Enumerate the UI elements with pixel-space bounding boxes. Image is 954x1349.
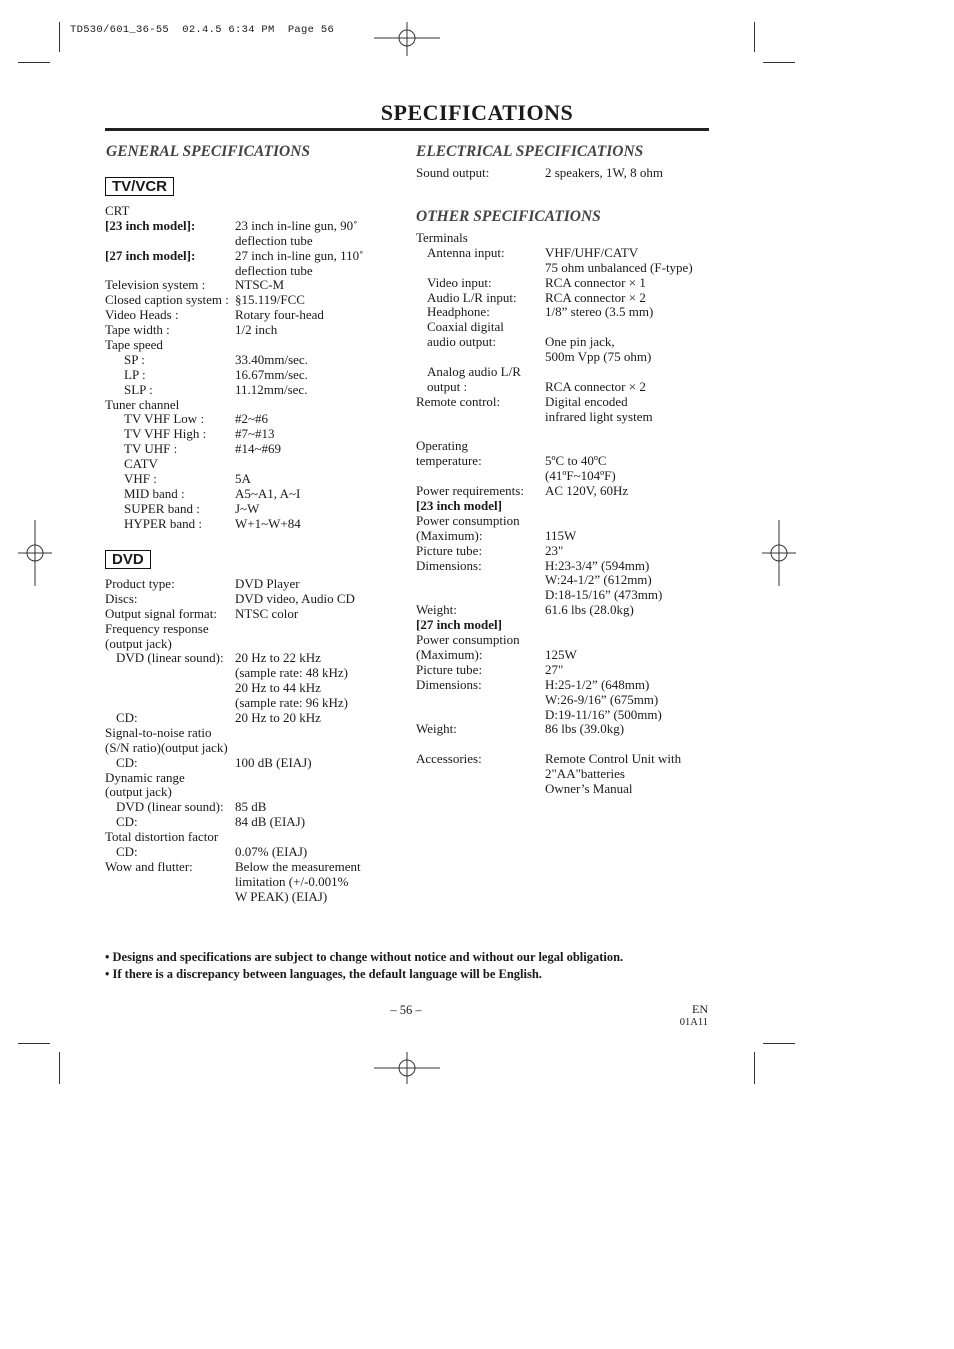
spec-label: CRT bbox=[105, 203, 130, 218]
spec-label: Tape speed bbox=[105, 337, 163, 353]
spec-row bbox=[105, 457, 395, 472]
spec-row bbox=[416, 737, 710, 752]
spec-row bbox=[416, 648, 710, 663]
spec-value: 2 speakers, 1W, 8 ohm bbox=[545, 165, 663, 180]
spec-row bbox=[416, 603, 710, 618]
spec-label: (S/N ratio)(output jack) bbox=[105, 739, 228, 755]
registration-mark-bottom bbox=[374, 1052, 440, 1084]
spec-row bbox=[105, 353, 395, 368]
spec-value: 86 lbs (39.0kg) bbox=[545, 721, 625, 737]
spec-label: Video Heads : bbox=[105, 307, 179, 323]
spec-label: output : bbox=[427, 378, 468, 394]
spec-value: RCA connector × 2 bbox=[545, 378, 646, 394]
spec-row bbox=[416, 678, 710, 693]
spec-label: Signal-to-noise ratio bbox=[105, 724, 212, 740]
spec-value: One pin jack, bbox=[545, 334, 615, 350]
spec-row bbox=[105, 412, 395, 427]
other-spec-list bbox=[416, 231, 710, 797]
spec-label: Dynamic range bbox=[105, 769, 185, 785]
spec-label: CD: bbox=[116, 754, 138, 770]
spec-value: NTSC color bbox=[235, 605, 299, 621]
spec-label: Tuner channel bbox=[105, 396, 180, 412]
spec-label: Sound output: bbox=[416, 165, 490, 180]
spec-value: Remote Control Unit with bbox=[545, 751, 682, 767]
registration-mark-right bbox=[762, 520, 796, 586]
other-specs-heading: OTHER SPECIFICATIONS bbox=[416, 208, 601, 225]
spec-value: H:25-1/2” (648mm) bbox=[545, 676, 650, 692]
spec-label: Headphone: bbox=[427, 304, 490, 320]
spec-label: Operating bbox=[416, 438, 468, 454]
spec-row bbox=[105, 875, 395, 890]
spec-row bbox=[416, 350, 710, 365]
spec-label: HYPER band : bbox=[124, 515, 202, 531]
spec-row bbox=[416, 618, 710, 633]
spec-row bbox=[416, 261, 710, 276]
spec-label: MID band : bbox=[124, 485, 185, 501]
spec-label: Output signal format: bbox=[105, 605, 217, 621]
spec-label: CD: bbox=[116, 814, 138, 830]
spec-value: (sample rate: 48 kHz) bbox=[235, 665, 348, 681]
spec-label: Tape width : bbox=[105, 322, 170, 338]
spec-value: 16.67mm/sec. bbox=[235, 366, 308, 382]
spec-row bbox=[105, 323, 395, 338]
spec-row bbox=[105, 204, 395, 219]
spec-row bbox=[105, 427, 395, 442]
spec-label: TV UHF : bbox=[124, 441, 178, 457]
spec-row bbox=[416, 484, 710, 499]
notes bbox=[105, 949, 623, 983]
spec-value: Owner’s Manual bbox=[545, 780, 633, 796]
spec-label: Power requirements: bbox=[416, 483, 524, 499]
spec-label: [27 inch model]: bbox=[105, 247, 196, 263]
spec-row bbox=[416, 246, 710, 261]
spec-value: DVD video, Audio CD bbox=[235, 590, 355, 606]
spec-value: §15.119/FCC bbox=[235, 292, 305, 308]
spec-row bbox=[105, 651, 395, 666]
spec-row bbox=[105, 293, 395, 308]
language-code: EN bbox=[692, 1002, 708, 1016]
spec-row bbox=[416, 633, 710, 648]
spec-value: NTSC-M bbox=[235, 277, 285, 293]
spec-value: 1/2 inch bbox=[235, 322, 278, 338]
spec-value: limitation (+/-0.001% bbox=[235, 873, 349, 889]
spec-row bbox=[105, 681, 395, 696]
spec-label: temperature: bbox=[416, 453, 482, 469]
spec-row bbox=[105, 308, 395, 323]
spec-label: Weight: bbox=[416, 721, 457, 737]
spec-value: 27" bbox=[545, 661, 564, 677]
spec-row bbox=[416, 320, 710, 335]
spec-value: H:23-3/4” (594mm) bbox=[545, 557, 650, 573]
spec-label: Picture tube: bbox=[416, 542, 483, 558]
spec-label: Dimensions: bbox=[416, 676, 482, 692]
spec-row bbox=[105, 219, 395, 234]
note-language: • If there is a discrepancy between languages, the default language will be English. bbox=[105, 967, 542, 981]
spec-label: Coaxial digital bbox=[427, 319, 504, 335]
spec-row bbox=[416, 499, 710, 514]
tvvcr-spec-list bbox=[105, 204, 395, 532]
spec-row bbox=[416, 365, 710, 380]
spec-label: (Maximum): bbox=[416, 646, 483, 662]
spec-row bbox=[416, 291, 710, 306]
spec-label: Closed caption system : bbox=[105, 292, 229, 308]
spec-value: 2"AA"batteries bbox=[545, 766, 625, 782]
spec-row bbox=[105, 741, 395, 756]
dvd-badge: DVD bbox=[105, 550, 151, 569]
spec-value: W PEAK) (EIAJ) bbox=[235, 888, 328, 904]
spec-row bbox=[105, 830, 395, 845]
registration-mark-top bbox=[374, 22, 440, 56]
spec-row bbox=[105, 264, 395, 279]
spec-label: Picture tube: bbox=[416, 661, 483, 677]
spec-value: W:24-1/2” (612mm) bbox=[545, 572, 652, 588]
spec-value: 5ºC to 40ºC bbox=[545, 453, 607, 469]
spec-value: 75 ohm unbalanced (F-type) bbox=[545, 259, 693, 275]
spec-value: 115W bbox=[545, 527, 577, 543]
spec-value: 84 dB (EIAJ) bbox=[235, 814, 306, 830]
spec-row bbox=[105, 756, 395, 771]
spec-value: RCA connector × 2 bbox=[545, 289, 646, 305]
spec-value: #7~#13 bbox=[235, 426, 275, 442]
spec-label: (output jack) bbox=[105, 784, 172, 800]
spec-label: [27 inch model] bbox=[416, 617, 502, 633]
spec-row bbox=[105, 696, 395, 711]
spec-label: Analog audio L/R bbox=[427, 364, 521, 380]
spec-value: 23" bbox=[545, 542, 564, 558]
spec-label: SUPER band : bbox=[124, 500, 200, 516]
spec-value: infrared light system bbox=[545, 408, 653, 424]
tvvcr-badge: TV/VCR bbox=[105, 177, 174, 196]
spec-row bbox=[105, 472, 395, 487]
spec-row bbox=[105, 442, 395, 457]
spec-label: Power consumption bbox=[416, 632, 520, 648]
spec-label: Power consumption bbox=[416, 512, 520, 528]
general-specs-heading: GENERAL SPECIFICATIONS bbox=[106, 143, 311, 160]
spec-label: Frequency response bbox=[105, 620, 209, 636]
spec-row bbox=[105, 278, 395, 293]
spec-row bbox=[416, 767, 710, 782]
dvd-spec-list bbox=[105, 577, 395, 905]
spec-value: A5~A1, A~I bbox=[235, 485, 301, 501]
spec-value: 11.12mm/sec. bbox=[235, 381, 308, 397]
spec-row bbox=[416, 425, 710, 440]
spec-value: (41ºF~104ºF) bbox=[545, 468, 616, 484]
spec-value: AC 120V, 60Hz bbox=[545, 483, 629, 499]
spec-row bbox=[416, 529, 710, 544]
spec-row bbox=[416, 305, 710, 320]
spec-value: deflection tube bbox=[235, 232, 313, 248]
spec-value: 85 dB bbox=[235, 799, 267, 815]
spec-label: SP : bbox=[124, 351, 145, 367]
spec-value: 20 Hz to 44 kHz bbox=[235, 680, 321, 696]
spec-row bbox=[416, 380, 710, 395]
spec-value: D:19-11/16” (500mm) bbox=[545, 706, 662, 722]
electrical-specs-heading: ELECTRICAL SPECIFICATIONS bbox=[416, 143, 644, 160]
spec-label: audio output: bbox=[427, 334, 496, 350]
footer-codes bbox=[660, 1003, 708, 1029]
spec-label: Product type: bbox=[105, 576, 175, 591]
spec-row bbox=[105, 338, 395, 353]
spec-row bbox=[416, 752, 710, 767]
spec-row bbox=[105, 592, 395, 607]
spec-label: VHF : bbox=[124, 471, 157, 487]
spec-row bbox=[105, 383, 395, 398]
spec-label: Total distortion factor bbox=[105, 829, 219, 845]
spec-row bbox=[416, 439, 710, 454]
spec-label: [23 inch model] bbox=[416, 498, 502, 514]
spec-label: TV VHF High : bbox=[124, 426, 207, 442]
printer-header: TD530/601_36-55 02.4.5 6:34 PM Page 56 bbox=[70, 24, 335, 36]
spec-row bbox=[105, 577, 395, 592]
spec-row bbox=[105, 800, 395, 815]
spec-row bbox=[416, 782, 710, 797]
spec-value: Rotary four-head bbox=[235, 307, 324, 323]
spec-value: 100 dB (EIAJ) bbox=[235, 754, 312, 770]
spec-row bbox=[105, 771, 395, 786]
spec-value: 1/8” stereo (3.5 mm) bbox=[545, 304, 654, 320]
spec-row bbox=[416, 335, 710, 350]
spec-label: DVD (linear sound): bbox=[116, 799, 224, 815]
registration-mark-left bbox=[18, 520, 52, 586]
spec-row bbox=[416, 514, 710, 529]
spec-row bbox=[416, 559, 710, 574]
spec-label: Antenna input: bbox=[427, 244, 505, 260]
spec-value: 61.6 lbs (28.0kg) bbox=[545, 602, 634, 618]
spec-value: 500m Vpp (75 ohm) bbox=[545, 349, 652, 365]
spec-row bbox=[105, 517, 395, 532]
spec-value: (sample rate: 96 kHz) bbox=[235, 695, 348, 711]
spec-label: LP : bbox=[124, 366, 146, 382]
spec-value: 27 inch in-line gun, 110˚ bbox=[235, 247, 364, 263]
spec-label: Accessories: bbox=[416, 751, 482, 767]
spec-label: Television system : bbox=[105, 277, 206, 293]
spec-label: Remote control: bbox=[416, 393, 501, 409]
spec-value: 20 Hz to 22 kHz bbox=[235, 650, 321, 666]
spec-value: W+1~W+84 bbox=[235, 515, 301, 531]
spec-value: 0.07% (EIAJ) bbox=[235, 844, 308, 860]
spec-label: [23 inch model]: bbox=[105, 217, 196, 233]
spec-row bbox=[416, 663, 710, 678]
spec-label: (output jack) bbox=[105, 635, 172, 651]
spec-row bbox=[105, 711, 395, 726]
spec-value: 33.40mm/sec. bbox=[235, 351, 308, 367]
spec-label: Audio L/R input: bbox=[427, 289, 517, 305]
spec-row bbox=[416, 693, 710, 708]
spec-value: #14~#69 bbox=[235, 441, 282, 457]
spec-row bbox=[105, 637, 395, 652]
spec-label: Wow and flutter: bbox=[105, 858, 193, 874]
spec-row bbox=[416, 276, 710, 291]
spec-label: SLP : bbox=[124, 381, 153, 397]
spec-label: Video input: bbox=[427, 274, 492, 290]
spec-label: Dimensions: bbox=[416, 557, 482, 573]
spec-value: VHF/UHF/CATV bbox=[545, 244, 639, 260]
title-rule bbox=[105, 128, 709, 131]
spec-value: J~W bbox=[235, 500, 260, 516]
spec-label: Weight: bbox=[416, 602, 457, 618]
spec-row bbox=[105, 607, 395, 622]
spec-row bbox=[416, 573, 710, 588]
document-code: 01A11 bbox=[679, 1017, 708, 1028]
spec-row bbox=[416, 166, 710, 181]
spec-row bbox=[105, 785, 395, 800]
spec-row bbox=[105, 249, 395, 264]
spec-value: deflection tube bbox=[235, 262, 313, 278]
spec-value: 23 inch in-line gun, 90˚ bbox=[235, 217, 358, 233]
spec-row bbox=[105, 487, 395, 502]
spec-label: CATV bbox=[124, 456, 158, 472]
spec-row bbox=[105, 368, 395, 383]
spec-value: #2~#6 bbox=[235, 411, 269, 427]
spec-row bbox=[105, 860, 395, 875]
spec-row bbox=[105, 666, 395, 681]
spec-row bbox=[416, 588, 710, 603]
spec-row bbox=[105, 502, 395, 517]
spec-value: Digital encoded bbox=[545, 393, 628, 409]
spec-row bbox=[105, 726, 395, 741]
spec-value: RCA connector × 1 bbox=[545, 274, 646, 290]
spec-row bbox=[416, 708, 710, 723]
spec-row bbox=[416, 231, 710, 246]
spec-value: 125W bbox=[545, 646, 577, 662]
spec-row bbox=[105, 398, 395, 413]
spec-label: Terminals bbox=[416, 230, 468, 245]
spec-label: TV VHF Low : bbox=[124, 411, 205, 427]
page-number: – 56 – bbox=[390, 1003, 422, 1017]
spec-row bbox=[416, 395, 710, 410]
spec-row bbox=[416, 722, 710, 737]
spec-value: Below the measurement bbox=[235, 858, 361, 874]
spec-value: W:26-9/16” (675mm) bbox=[545, 691, 659, 707]
spec-value: D:18-15/16” (473mm) bbox=[545, 587, 663, 603]
spec-row bbox=[105, 845, 395, 860]
spec-row bbox=[105, 890, 395, 905]
spec-row bbox=[416, 410, 710, 425]
spec-label: CD: bbox=[116, 844, 138, 860]
spec-row bbox=[416, 454, 710, 469]
spec-row bbox=[105, 234, 395, 249]
page-title: SPECIFICATIONS bbox=[380, 100, 574, 125]
spec-row bbox=[105, 622, 395, 637]
spec-label: DVD (linear sound): bbox=[116, 650, 224, 666]
spec-label: (Maximum): bbox=[416, 527, 483, 543]
spec-row bbox=[416, 544, 710, 559]
note-change-notice: • Designs and specifications are subject to change without notice and without our legal obligation. bbox=[105, 950, 624, 964]
spec-row bbox=[416, 469, 710, 484]
spec-value: DVD Player bbox=[235, 576, 300, 591]
spec-row bbox=[105, 815, 395, 830]
spec-label: CD: bbox=[116, 710, 138, 726]
spec-label: Discs: bbox=[105, 590, 138, 606]
spec-value: 20 Hz to 20 kHz bbox=[235, 710, 321, 726]
spec-value: 5A bbox=[235, 471, 251, 487]
electrical-spec-list bbox=[416, 166, 710, 181]
